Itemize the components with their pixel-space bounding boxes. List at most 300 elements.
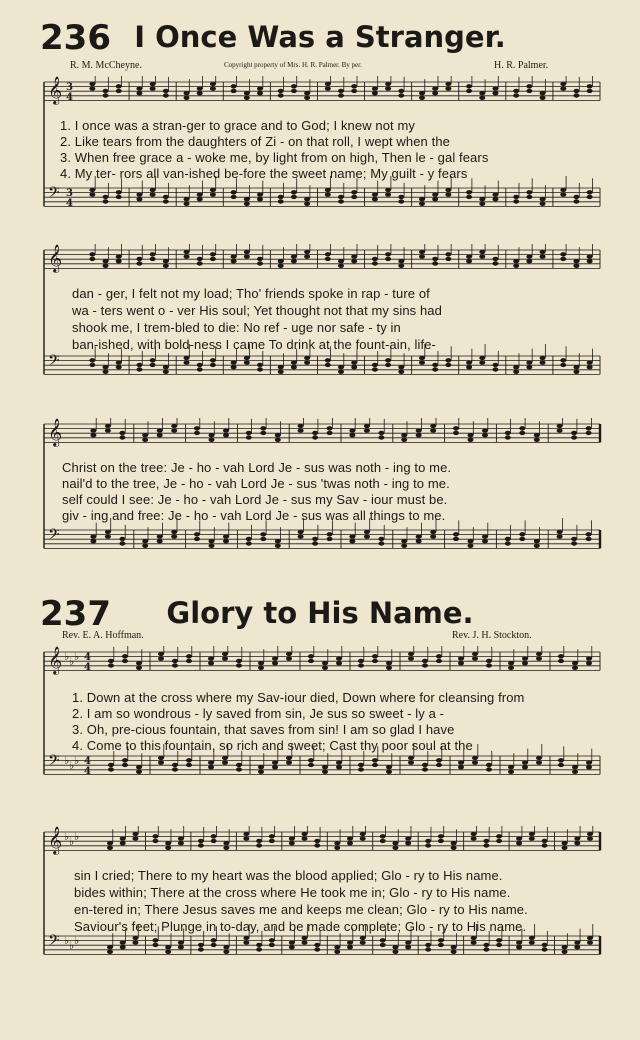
note-head	[302, 940, 308, 944]
lyric-line: 4. Come to this fountain, so rich and sweet; Cast thy poor soul at the	[72, 738, 473, 753]
note-head	[211, 938, 217, 942]
note-head	[136, 261, 142, 265]
note-head	[150, 358, 156, 362]
note-head	[587, 259, 593, 263]
note-head	[210, 192, 216, 196]
note-head	[184, 202, 190, 206]
note-head	[163, 93, 169, 97]
note-head	[90, 534, 96, 538]
note-head	[438, 834, 444, 838]
note-head	[496, 834, 502, 838]
note-head	[244, 356, 250, 360]
treble-clef-icon: 𝄞	[48, 76, 63, 104]
note-head	[466, 365, 472, 369]
note-head	[209, 438, 215, 442]
note-head	[372, 192, 378, 196]
note-head	[312, 431, 318, 435]
lyric-line: 1. Down at the cross where my Sav-iour died, Down where for cleansing from	[72, 690, 525, 705]
note-head	[257, 257, 263, 261]
note-head	[522, 765, 528, 769]
note-head	[291, 89, 297, 93]
note-head	[385, 252, 391, 256]
note-head	[380, 839, 386, 843]
note-head	[243, 940, 249, 944]
note-head	[223, 539, 229, 543]
note-head	[483, 843, 489, 847]
note-head	[210, 257, 216, 261]
note-head	[289, 836, 295, 840]
note-head	[471, 836, 477, 840]
note-head	[338, 264, 344, 268]
note-head	[405, 841, 411, 845]
note-head	[314, 943, 320, 947]
note-head	[246, 541, 252, 545]
note-head	[304, 96, 310, 100]
note-head	[257, 367, 263, 371]
note-head	[304, 202, 310, 206]
note-head	[432, 192, 438, 196]
note-head	[558, 654, 564, 658]
note-head	[372, 86, 378, 90]
note-head	[89, 82, 95, 86]
note-head	[291, 84, 297, 88]
bass-clef-icon: 𝄢	[48, 752, 60, 773]
note-head	[278, 264, 284, 268]
note-head	[422, 763, 428, 767]
note-head	[244, 250, 250, 254]
note-head	[260, 537, 266, 541]
note-head	[492, 363, 498, 367]
note-head	[122, 659, 128, 663]
note-head	[103, 264, 109, 268]
note-head	[468, 433, 474, 437]
note-head	[142, 438, 148, 442]
note-head	[392, 945, 398, 949]
note-head	[571, 541, 577, 545]
lyric-line: 3. When free grace a - woke me, by light from on high, Then le - gal fears	[60, 150, 489, 165]
note-head	[197, 257, 203, 261]
note-head	[150, 82, 156, 86]
note-head	[466, 360, 472, 364]
note-head	[257, 197, 263, 201]
note-head	[269, 938, 275, 942]
note-head	[479, 96, 485, 100]
note-head	[419, 254, 425, 258]
note-head	[209, 544, 215, 548]
note-head	[479, 197, 485, 201]
note-head	[136, 197, 142, 201]
note-head	[136, 765, 142, 769]
note-head	[422, 663, 428, 667]
note-head	[571, 435, 577, 439]
note-head	[526, 195, 532, 199]
note-head	[163, 259, 169, 263]
note-head	[325, 257, 331, 261]
words-credit: Rev. E. A. Hoffman.	[62, 630, 144, 641]
note-head	[519, 431, 525, 435]
note-head	[436, 763, 442, 767]
note-head	[338, 259, 344, 263]
note-head	[392, 950, 398, 954]
note-head	[372, 654, 378, 658]
note-head	[132, 836, 138, 840]
hymn-title: Glory to His Name.	[166, 596, 474, 630]
note-head	[222, 652, 228, 656]
note-head	[210, 363, 216, 367]
note-head	[304, 250, 310, 254]
note-head	[385, 188, 391, 192]
flat-sign-icon: ♭	[74, 754, 80, 767]
note-head	[558, 758, 564, 762]
note-head	[453, 537, 459, 541]
note-head	[260, 426, 266, 430]
hymn-236-header	[0, 18, 640, 62]
note-head	[312, 435, 318, 439]
music-system	[0, 646, 640, 796]
note-head	[372, 197, 378, 201]
note-head	[573, 89, 579, 93]
note-head	[529, 832, 535, 836]
note-head	[260, 431, 266, 435]
note-head	[430, 428, 436, 432]
note-head	[338, 365, 344, 369]
note-head	[272, 760, 278, 764]
note-head	[122, 654, 128, 658]
note-head	[152, 943, 158, 947]
note-head	[257, 91, 263, 95]
lyric-line: 4. My ter- rors all van-ished be-fore the sweet name; My guilt - y fears	[60, 166, 468, 181]
note-head	[258, 661, 264, 665]
note-head	[572, 666, 578, 670]
note-head	[257, 192, 263, 196]
note-head	[571, 537, 577, 541]
note-head	[347, 940, 353, 944]
note-head	[587, 195, 593, 199]
note-head	[105, 428, 111, 432]
note-head	[526, 254, 532, 258]
note-head	[360, 936, 366, 940]
note-head	[401, 438, 407, 442]
note-head	[223, 428, 229, 432]
note-head	[186, 654, 192, 658]
lyric-line: giv - ing and free: Je - ho - vah Lord Je - sus was all things to me.	[62, 508, 446, 523]
note-head	[236, 763, 242, 767]
note-head	[89, 363, 95, 367]
note-head	[408, 756, 414, 760]
note-head	[513, 370, 519, 374]
lyric-line: 1. I once was a stran-ger to grace and to God; I knew not my	[60, 118, 416, 133]
note-head	[466, 89, 472, 93]
note-head	[246, 435, 252, 439]
note-head	[275, 539, 281, 543]
note-head	[560, 257, 566, 261]
note-head	[338, 370, 344, 374]
note-head	[298, 530, 304, 534]
note-head	[536, 760, 542, 764]
note-head	[289, 945, 295, 949]
note-head	[436, 758, 442, 762]
note-head	[334, 841, 340, 845]
note-head	[286, 652, 292, 656]
note-head	[560, 188, 566, 192]
treble-clef-icon: 𝄞	[48, 244, 63, 272]
note-head	[210, 358, 216, 362]
lyric-line: ban-ished, with bold-ness I came To drink at the fount-ain, life-	[72, 337, 436, 352]
bass-clef-icon: 𝄢	[48, 526, 60, 547]
note-head	[116, 190, 122, 194]
note-head	[472, 656, 478, 660]
lyric-line: dan - ger, I felt not my load; Tho' friends spoke in rap - ture of	[72, 286, 430, 301]
note-head	[445, 358, 451, 362]
note-head	[534, 433, 540, 437]
note-head	[468, 539, 474, 543]
note-head	[163, 264, 169, 268]
note-head	[425, 843, 431, 847]
note-head	[508, 661, 514, 665]
note-head	[158, 652, 164, 656]
note-head	[278, 93, 284, 97]
note-head	[322, 666, 328, 670]
lyric-line: nail'd to the tree, Je - ho - vah Lord Je - sus 'twas noth - ing to me.	[62, 476, 450, 491]
note-head	[327, 537, 333, 541]
note-head	[244, 96, 250, 100]
note-head	[385, 82, 391, 86]
note-head	[401, 539, 407, 543]
note-head	[103, 199, 109, 203]
bass-clef-icon: 𝄢	[48, 932, 60, 953]
note-head	[349, 428, 355, 432]
note-head	[425, 943, 431, 947]
note-head	[278, 259, 284, 263]
note-head	[486, 659, 492, 663]
note-head	[486, 763, 492, 767]
flat-sign-icon: ♭	[64, 754, 70, 767]
note-head	[116, 365, 122, 369]
note-head	[158, 756, 164, 760]
note-head	[236, 767, 242, 771]
note-head	[496, 938, 502, 942]
note-head	[519, 537, 525, 541]
note-head	[573, 365, 579, 369]
hymn-number: 236	[40, 18, 111, 58]
note-head	[298, 428, 304, 432]
note-head	[231, 365, 237, 369]
note-head	[256, 947, 262, 951]
time-signature: 4	[84, 766, 91, 777]
note-head	[466, 259, 472, 263]
note-head	[116, 360, 122, 364]
note-head	[231, 254, 237, 258]
note-head	[302, 836, 308, 840]
note-head	[364, 428, 370, 432]
note-head	[385, 192, 391, 196]
note-head	[508, 765, 514, 769]
note-head	[119, 541, 125, 545]
note-head	[392, 846, 398, 850]
note-head	[208, 760, 214, 764]
note-head	[516, 940, 522, 944]
note-head	[258, 770, 264, 774]
note-head	[325, 358, 331, 362]
note-head	[286, 656, 292, 660]
note-head	[178, 841, 184, 845]
note-head	[526, 84, 532, 88]
note-head	[526, 259, 532, 263]
note-head	[372, 261, 378, 265]
note-head	[392, 841, 398, 845]
note-head	[244, 254, 250, 258]
note-head	[536, 656, 542, 660]
note-head	[308, 654, 314, 658]
note-head	[425, 839, 431, 843]
note-head	[419, 96, 425, 100]
note-head	[436, 659, 442, 663]
note-head	[338, 89, 344, 93]
note-head	[419, 202, 425, 206]
note-head	[136, 770, 142, 774]
note-head	[90, 539, 96, 543]
note-head	[574, 945, 580, 949]
note-head	[351, 84, 357, 88]
note-head	[560, 358, 566, 362]
note-head	[386, 666, 392, 670]
note-head	[349, 433, 355, 437]
note-head	[178, 945, 184, 949]
note-head	[513, 89, 519, 93]
note-head	[573, 259, 579, 263]
note-head	[505, 435, 511, 439]
note-head	[289, 940, 295, 944]
note-head	[351, 89, 357, 93]
note-head	[244, 360, 250, 364]
note-head	[358, 663, 364, 667]
note-head	[172, 767, 178, 771]
note-head	[479, 360, 485, 364]
words-credit: R. M. McCheyne.	[70, 60, 142, 71]
note-head	[132, 940, 138, 944]
note-head	[586, 431, 592, 435]
note-head	[231, 89, 237, 93]
time-signature: 3	[66, 82, 73, 93]
note-head	[327, 426, 333, 430]
note-head	[272, 656, 278, 660]
note-head	[105, 424, 111, 428]
note-head	[325, 252, 331, 256]
note-head	[516, 841, 522, 845]
note-head	[513, 264, 519, 268]
note-head	[304, 197, 310, 201]
note-head	[211, 943, 217, 947]
lyric-line: 2. I am so wondrous - ly saved from sin, Je sus so sweet - ly a -	[72, 706, 445, 721]
note-head	[540, 202, 546, 206]
lyric-line: bides within; There at the cross where He took me in; Glo - ry to His name.	[74, 885, 511, 900]
note-head	[325, 363, 331, 367]
note-head	[223, 950, 229, 954]
note-head	[89, 252, 95, 256]
note-head	[445, 82, 451, 86]
note-head	[372, 257, 378, 261]
note-head	[275, 433, 281, 437]
note-head	[468, 438, 474, 442]
note-head	[163, 199, 169, 203]
note-head	[103, 93, 109, 97]
note-head	[211, 834, 217, 838]
note-head	[416, 428, 422, 432]
note-head	[338, 195, 344, 199]
note-head	[338, 199, 344, 203]
note-head	[522, 760, 528, 764]
note-head	[231, 259, 237, 263]
note-head	[358, 763, 364, 767]
note-head	[269, 834, 275, 838]
note-head	[430, 530, 436, 534]
note-head	[422, 767, 428, 771]
note-head	[572, 765, 578, 769]
note-head	[197, 91, 203, 95]
note-head	[586, 765, 592, 769]
note-head	[425, 947, 431, 951]
note-head	[445, 188, 451, 192]
note-head	[492, 86, 498, 90]
note-head	[540, 356, 546, 360]
note-head	[256, 943, 262, 947]
note-head	[165, 950, 171, 954]
note-head	[378, 537, 384, 541]
note-head	[432, 197, 438, 201]
note-head	[325, 188, 331, 192]
note-head	[587, 254, 593, 258]
note-head	[89, 192, 95, 196]
note-head	[557, 534, 563, 538]
treble-clef-icon: 𝄞	[48, 826, 63, 854]
note-head	[472, 756, 478, 760]
note-head	[163, 370, 169, 374]
note-head	[508, 770, 514, 774]
note-head	[351, 195, 357, 199]
note-head	[471, 936, 477, 940]
note-head	[451, 841, 457, 845]
note-head	[492, 197, 498, 201]
note-head	[278, 365, 284, 369]
note-head	[103, 365, 109, 369]
note-head	[89, 188, 95, 192]
note-head	[513, 365, 519, 369]
note-head	[372, 367, 378, 371]
note-head	[401, 544, 407, 548]
music-credit: Rev. J. H. Stockton.	[452, 630, 532, 641]
note-head	[291, 365, 297, 369]
note-head	[534, 438, 540, 442]
note-head	[540, 197, 546, 201]
note-head	[386, 770, 392, 774]
note-head	[398, 195, 404, 199]
note-head	[558, 763, 564, 767]
note-head	[557, 428, 563, 432]
note-head	[419, 360, 425, 364]
bass-clef-icon: 𝄢	[48, 352, 60, 373]
note-head	[152, 938, 158, 942]
note-head	[116, 84, 122, 88]
note-head	[560, 363, 566, 367]
note-head	[116, 254, 122, 258]
note-head	[479, 254, 485, 258]
note-head	[492, 261, 498, 265]
note-head	[542, 947, 548, 951]
note-head	[163, 195, 169, 199]
note-head	[587, 940, 593, 944]
note-head	[516, 836, 522, 840]
note-head	[304, 356, 310, 360]
